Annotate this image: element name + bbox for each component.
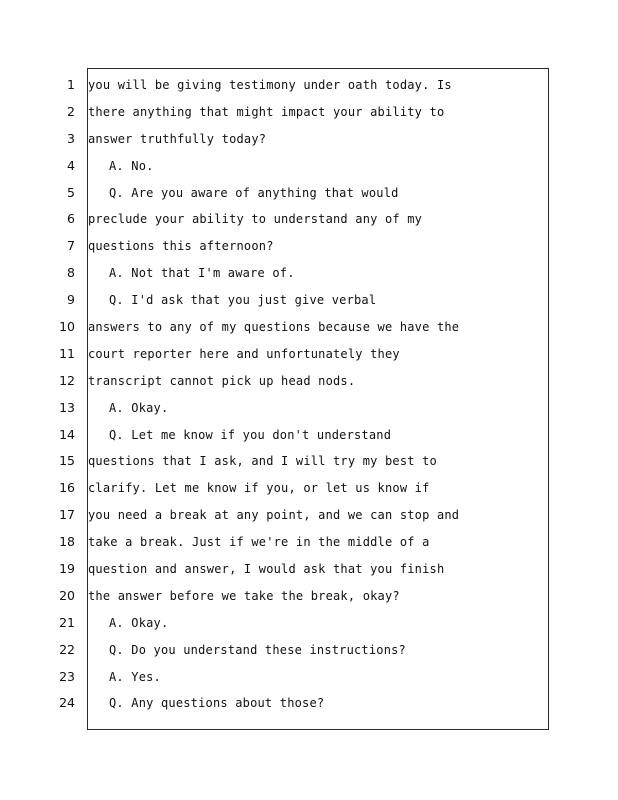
line-number: 19 bbox=[59, 561, 75, 577]
transcript-line-17 bbox=[0, 502, 618, 529]
line-text: there anything that might impact your ability to bbox=[88, 104, 445, 119]
line-number: 11 bbox=[59, 345, 75, 361]
transcript-line-4 bbox=[0, 153, 618, 180]
line-number: 9 bbox=[67, 292, 75, 308]
transcript-line-22 bbox=[0, 637, 618, 664]
line-number: 24 bbox=[59, 695, 75, 711]
line-text: A. Not that I'm aware of. bbox=[109, 266, 295, 281]
transcript-line-3 bbox=[0, 126, 618, 153]
transcript-line-5 bbox=[0, 180, 618, 207]
transcript-line-19 bbox=[0, 556, 618, 583]
line-text: take a break. Just if we're in the middle of a bbox=[88, 535, 430, 550]
line-number: 5 bbox=[67, 184, 75, 200]
line-text: Q. Do you understand these instructions? bbox=[109, 642, 406, 657]
line-text: question and answer, I would ask that you finish bbox=[88, 562, 445, 577]
transcript-line-21 bbox=[0, 610, 618, 637]
transcript-line-11 bbox=[0, 341, 618, 368]
line-text: questions this afternoon? bbox=[88, 239, 274, 254]
transcript-line-13 bbox=[0, 395, 618, 422]
line-number: 23 bbox=[59, 668, 75, 684]
line-text: court reporter here and unfortunately they bbox=[88, 346, 400, 361]
line-text: you will be giving testimony under oath today. Is bbox=[88, 78, 452, 92]
transcript-line-9 bbox=[0, 287, 618, 314]
line-number: 21 bbox=[59, 614, 75, 630]
transcript-line-18 bbox=[0, 529, 618, 556]
line-text: A. Yes. bbox=[109, 669, 161, 684]
line-number: 8 bbox=[67, 265, 75, 281]
line-number: 12 bbox=[59, 372, 75, 388]
transcript-line-16 bbox=[0, 475, 618, 502]
transcript-line-15 bbox=[0, 448, 618, 475]
transcript-line-20 bbox=[0, 583, 618, 610]
line-text: A. Okay. bbox=[109, 615, 169, 630]
line-text: transcript cannot pick up head nods. bbox=[88, 373, 356, 388]
transcript-line-8 bbox=[0, 260, 618, 287]
line-text: preclude your ability to understand any of my bbox=[88, 212, 423, 227]
line-number: 22 bbox=[59, 641, 75, 657]
line-number: 13 bbox=[59, 399, 75, 415]
line-number: 17 bbox=[59, 507, 75, 523]
line-number: 15 bbox=[59, 453, 75, 469]
transcript-line-23 bbox=[0, 664, 618, 691]
line-text: Q. I'd ask that you just give verbal bbox=[109, 293, 377, 308]
line-number: 7 bbox=[67, 238, 75, 254]
line-text: answers to any of my questions because we have the bbox=[88, 320, 460, 335]
transcript-line-7 bbox=[0, 233, 618, 260]
line-number: 2 bbox=[67, 103, 75, 119]
line-number: 16 bbox=[59, 480, 75, 496]
transcript-line-24 bbox=[0, 690, 618, 717]
line-text: you need a break at any point, and we can stop and bbox=[88, 508, 460, 523]
transcript-line-6 bbox=[0, 206, 618, 233]
line-text: clarify. Let me know if you, or let us know if bbox=[88, 481, 430, 496]
line-number: 20 bbox=[59, 587, 75, 603]
line-text: A. Okay. bbox=[109, 400, 169, 415]
line-text: A. No. bbox=[109, 158, 154, 173]
line-number: 18 bbox=[59, 534, 75, 550]
line-text: Q. Let me know if you don't understand bbox=[109, 427, 392, 442]
line-number: 14 bbox=[59, 426, 75, 442]
transcript-line-1 bbox=[0, 72, 618, 99]
line-number: 10 bbox=[59, 319, 75, 335]
transcript-line-12 bbox=[0, 368, 618, 395]
line-text: Q. Are you aware of anything that would bbox=[109, 185, 399, 200]
line-text: answer truthfully today? bbox=[88, 131, 267, 146]
line-text: the answer before we take the break, okay? bbox=[88, 588, 400, 603]
line-number: 6 bbox=[67, 211, 75, 227]
transcript-line-14 bbox=[0, 422, 618, 449]
line-number: 3 bbox=[67, 130, 75, 146]
transcript-body bbox=[0, 72, 618, 717]
line-number: 4 bbox=[67, 157, 75, 173]
transcript-line-10 bbox=[0, 314, 618, 341]
line-text: questions that I ask, and I will try my best to bbox=[88, 454, 437, 469]
line-text: Q. Any questions about those? bbox=[109, 696, 325, 711]
transcript-line-2 bbox=[0, 99, 618, 126]
line-number: 1 bbox=[67, 77, 75, 92]
